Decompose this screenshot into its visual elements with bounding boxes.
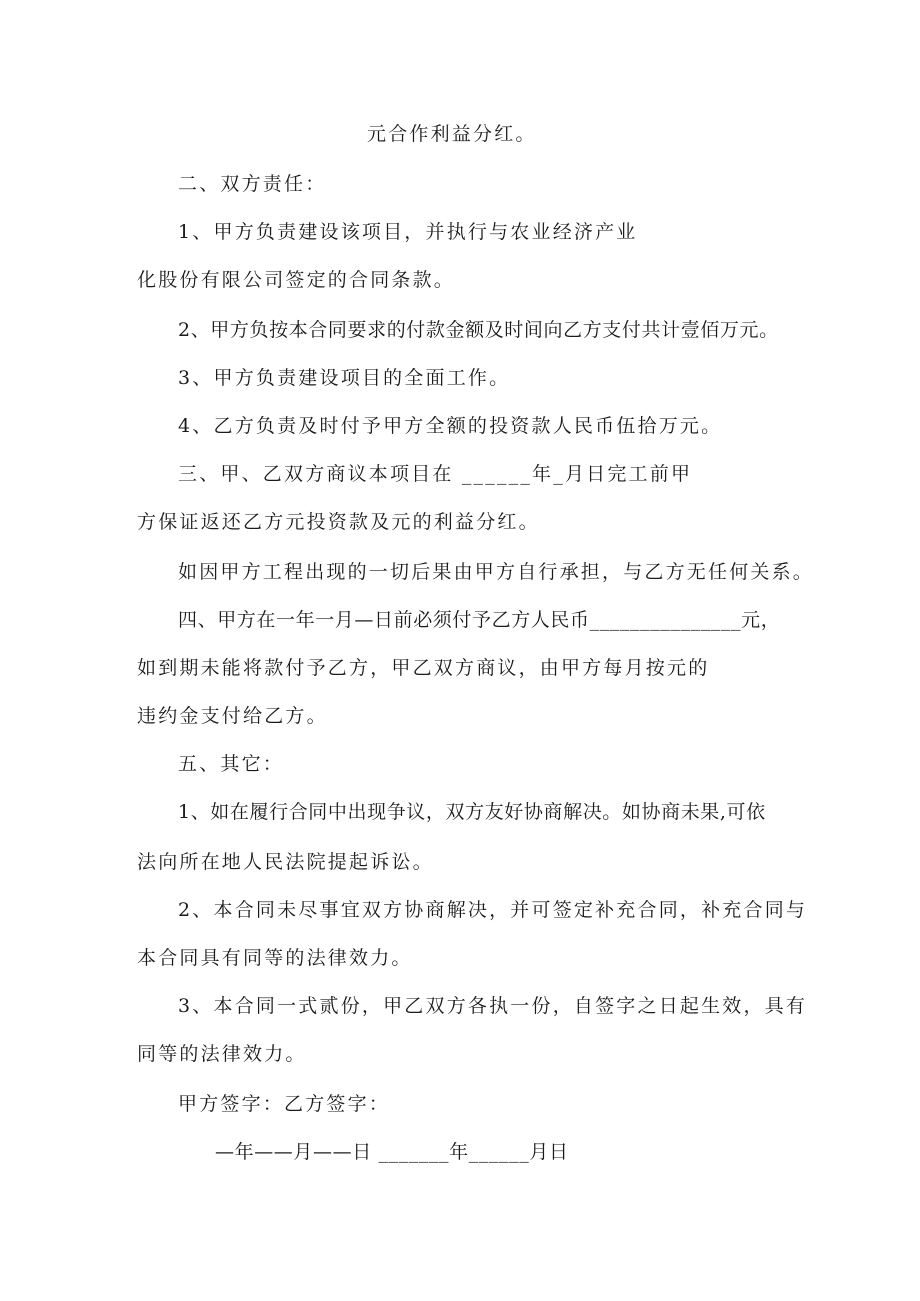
clause-2-1-line-1: 1、甲方负责建设该项目，并执行与农业经济产业 xyxy=(178,221,638,243)
clause-2-4: 4、乙方负责及时付予甲方全额的投资款人民币伍拾万元。 xyxy=(178,415,723,437)
clause-2-1-line-2: 化股份有限公司签定的合同条款。 xyxy=(137,269,456,291)
clause-5-3-line-2: 同等的法律效力。 xyxy=(137,1043,307,1065)
clause-5-1-line-1: 1、如在履行合同中出现争议，双方友好协商解决。如协商未果,可依 xyxy=(178,801,766,823)
heading-other: 五、其它： xyxy=(178,753,285,775)
signature-dates: —年——月——日 _______年______月日 xyxy=(215,1141,569,1163)
signature-labels: 甲方签字：乙方签字： xyxy=(178,1093,391,1115)
clause-5-2-line-2: 本合同具有同等的法律效力。 xyxy=(137,947,413,969)
clause-5-1-line-2: 法向所在地人民法院提起诉讼。 xyxy=(137,851,434,873)
liability-statement: 如因甲方工程出现的一切后果由甲方自行承担，与乙方无任何关系。 xyxy=(178,561,815,583)
para-line-dividend-ending: 元合作利益分红。 xyxy=(367,123,537,145)
section-4-line-1: 四、甲方在一年一月—日前必须付予乙方人民币_______________元， xyxy=(178,609,781,631)
clause-2-3: 3、甲方负责建设项目的全面工作。 xyxy=(178,367,511,389)
heading-both-parties-responsibilities: 二、双方责任： xyxy=(178,173,327,195)
section-4-line-3: 违约金支付给乙方。 xyxy=(137,705,328,727)
clause-5-2-line-1: 2、本合同未尽事宜双方协商解决，并可签定补充合同，补充合同与 xyxy=(178,899,808,921)
section-3-line-2: 方保证返还乙方元投资款及元的利益分红。 xyxy=(137,511,540,533)
section-4-line-2: 如到期未能将款付予乙方，甲乙双方商议，由甲方每月按元的 xyxy=(137,657,710,679)
section-3-line-1: 三、甲、乙双方商议本项目在 ______年_月日完工前甲 xyxy=(178,463,693,485)
clause-5-3-line-1: 3、本合同一式贰份，甲乙双方各执一份，自签字之日起生效，具有 xyxy=(178,995,808,1017)
clause-2-2: 2、甲方负按本合同要求的付款金额及时间向乙方支付共计壹佰万元。 xyxy=(178,319,779,341)
